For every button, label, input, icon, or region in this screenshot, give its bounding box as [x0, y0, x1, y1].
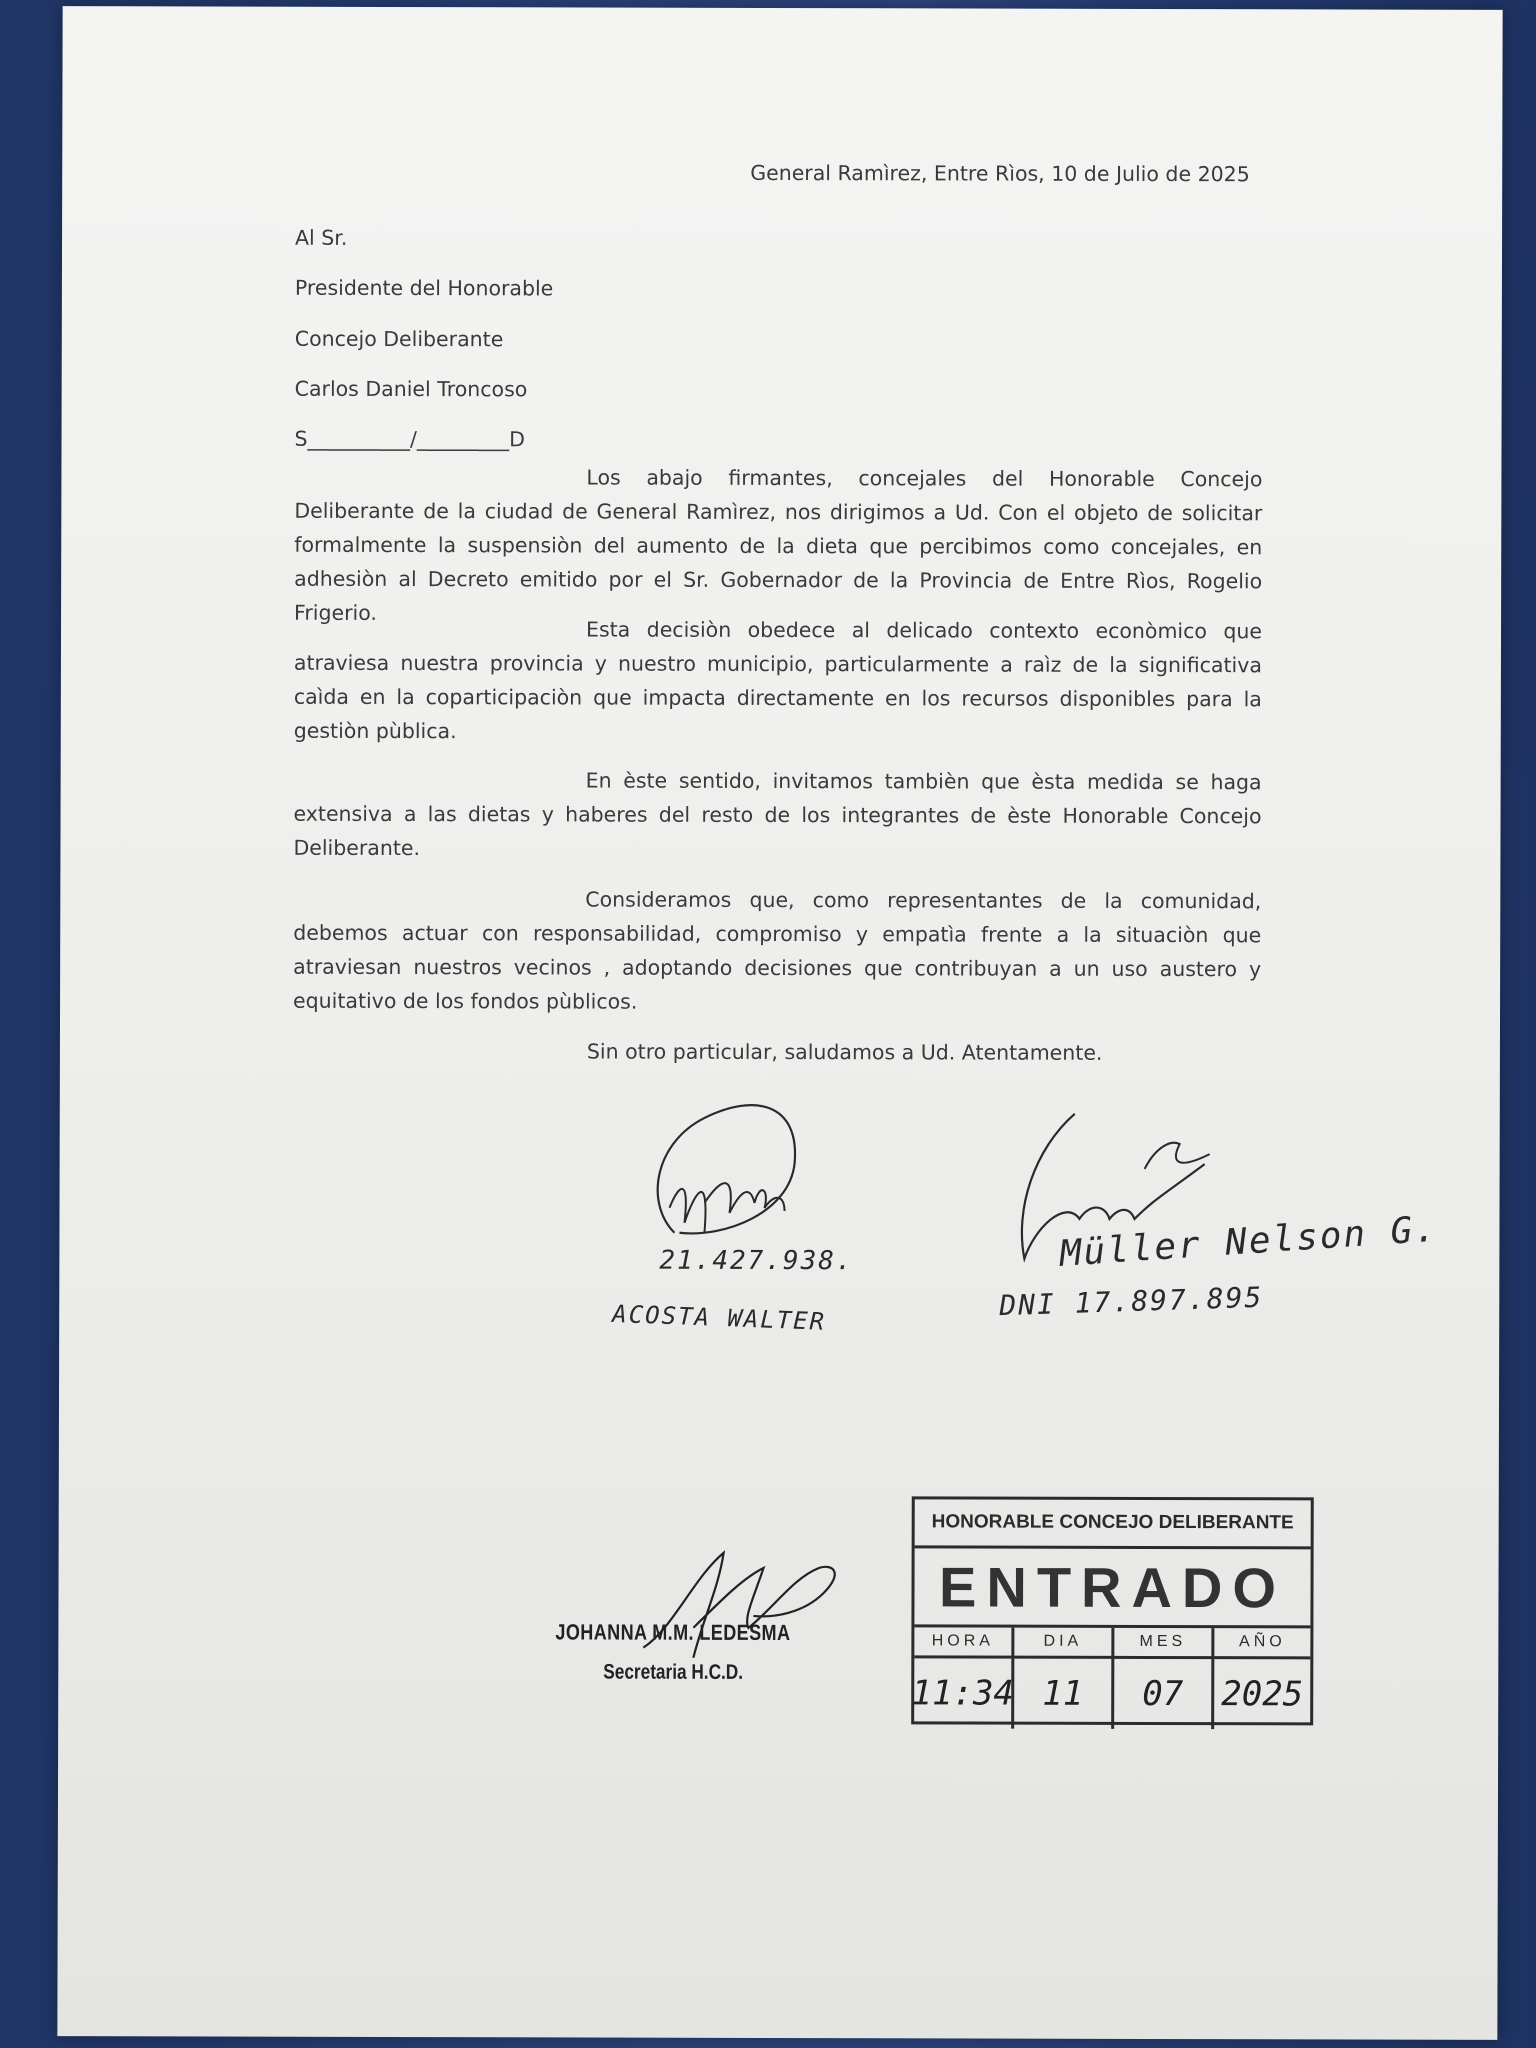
- signature-left-name: ACOSTA WALTER: [611, 1299, 827, 1336]
- signature-left-id: 21.427.938.: [659, 1245, 854, 1277]
- place-date: General Ramìrez, Entre Rìos, 10 de Julio de 2025: [750, 160, 1250, 187]
- secretary-name: JOHANNA M.M. LEDESMA: [555, 1619, 791, 1646]
- secretary-role: Secretaria H.C.D.: [603, 1660, 744, 1684]
- stamp-date-grid: [911, 1627, 1310, 1729]
- stamp-value-dia: 11: [1014, 1659, 1114, 1729]
- stamp-label-mes: MES: [1114, 1628, 1214, 1659]
- stamp-value-mes: 07: [1114, 1659, 1214, 1729]
- recipient-line: S__________/_________D: [294, 426, 526, 452]
- signature-right-name: Müller Nelson G.: [1058, 1208, 1440, 1275]
- stamp-value-anio: 2025: [1221, 1674, 1304, 1715]
- stamp-label-anio: AÑO: [1214, 1628, 1310, 1659]
- stamp-value-hora: 11:34: [914, 1658, 1014, 1728]
- recipient-line: Al Sr.: [295, 225, 348, 250]
- body-paragraph: Los abajo firmantes, concejales del Honorable Concejo Deliberante de la ciudad de General Ramìrez, nos dirigimos a Ud. Con el objeto de solicitar formalmente la suspensiòn del aumento de la dieta que percibimos como concejales, en adhesiòn al Decreto emitido por el Sr. Gobernador de la Provincia de Entre Rìos, Rogelio Frigerio.: [294, 465, 1263, 625]
- stamp-label-hora: HORA: [914, 1627, 1014, 1658]
- closing-line: Sin otro particular, saludamos a Ud. Atentamente.: [586, 1039, 1103, 1065]
- entry-stamp: [911, 1496, 1314, 1725]
- letter-page: [57, 6, 1502, 2040]
- signature-left: [634, 1083, 814, 1253]
- stamp-label-dia: DIA: [1014, 1628, 1114, 1659]
- recipient-line: Presidente del Honorable: [294, 275, 554, 301]
- body-paragraph: En èste sentido, invitamos tambièn que èsta medida se haga extensiva a las dietas y haberes del resto de los integrantes de èste Honorable Concejo Deliberante.: [293, 768, 1262, 861]
- stamp-header: HONORABLE CONCEJO DELIBERANTE: [915, 1499, 1311, 1549]
- recipient-line: Concejo Deliberante: [294, 326, 504, 352]
- signature-secretary: [633, 1538, 863, 1669]
- stamp-title: ENTRADO: [914, 1548, 1310, 1628]
- body-paragraph: Esta decisiòn obedece al delicado contexto econòmico que atraviesa nuestra provincia y nuestro municipio, particularmente a raìz de la significativa caìda en la coparticipaciòn que impacta directamente en los recursos disponibles para la gestiòn pùblica.: [293, 617, 1263, 744]
- signature-right-dni: DNI 17.897.895: [998, 1280, 1264, 1323]
- body-paragraph: Consideramos que, como representantes de la comunidad, debemos actuar con responsabilidad, compromiso y empatìa frente a la situaciòn que atraviesan nuestros vecinos , adoptando decisiones que contribuyan a un uso austero y equitativo de los fondos pùblicos.: [293, 887, 1262, 1014]
- recipient-line: Carlos Daniel Troncoso: [294, 376, 528, 402]
